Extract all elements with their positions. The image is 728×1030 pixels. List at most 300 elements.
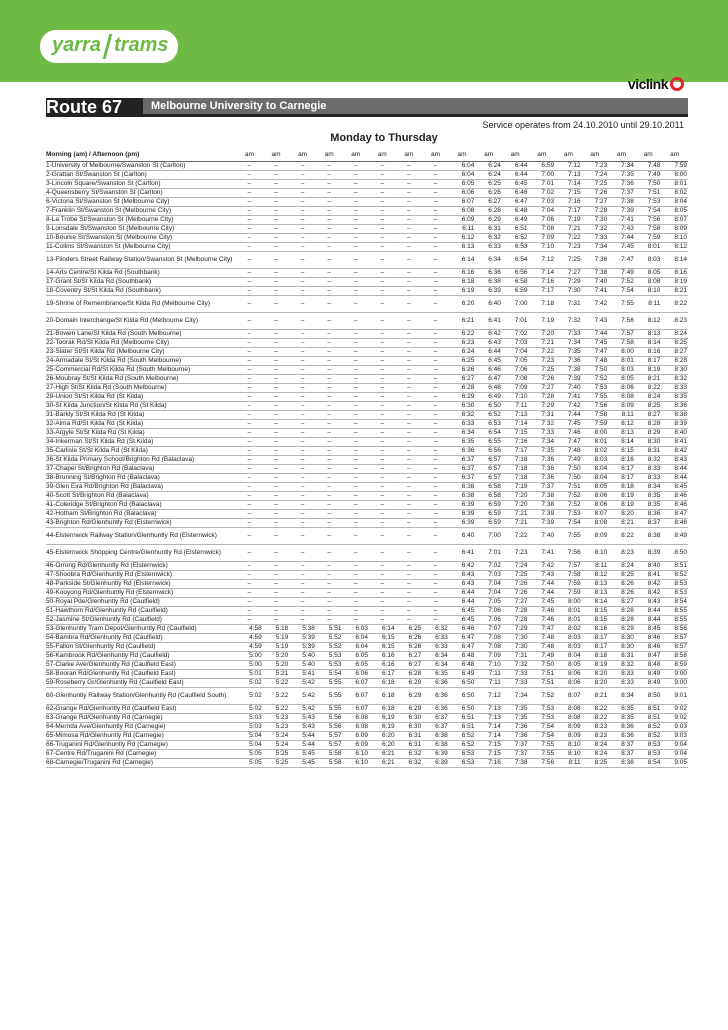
- departure-time: 8:07: [661, 215, 688, 224]
- departure-time: 8:08: [582, 518, 609, 527]
- departure-time: –: [422, 170, 449, 179]
- departure-time: 8:46: [635, 642, 662, 651]
- departure-time: –: [316, 329, 343, 338]
- departure-time: 8:28: [608, 615, 635, 624]
- departure-time: –: [396, 410, 423, 419]
- departure-time: 6:21: [369, 758, 396, 767]
- departure-time: 6:26: [396, 633, 423, 642]
- departure-time: 7:59: [635, 233, 662, 242]
- departure-time: –: [289, 464, 316, 473]
- departure-time: 7:44: [555, 410, 582, 419]
- departure-time: 6:58: [475, 491, 502, 500]
- departure-time: 6:08: [449, 206, 476, 215]
- departure-time: 8:22: [582, 713, 609, 722]
- departure-time: 7:15: [502, 428, 529, 437]
- departure-time: 7:38: [502, 758, 529, 767]
- departure-time: –: [289, 277, 316, 286]
- departure-time: –: [369, 428, 396, 437]
- departure-time: –: [422, 365, 449, 374]
- departure-time: 7:57: [555, 561, 582, 570]
- departure-time: 8:43: [661, 455, 688, 464]
- departure-time: 8:10: [582, 544, 609, 561]
- departure-time: –: [369, 527, 396, 544]
- departure-time: 8:52: [661, 570, 688, 579]
- departure-time: 7:14: [555, 179, 582, 188]
- departure-time: 8:01: [555, 606, 582, 615]
- departure-time: –: [396, 527, 423, 544]
- departure-time: –: [342, 347, 369, 356]
- departure-time: –: [422, 500, 449, 509]
- period-header: am: [475, 150, 502, 161]
- departure-time: –: [342, 597, 369, 606]
- departure-time: 6:33: [449, 419, 476, 428]
- departure-time: –: [263, 374, 290, 383]
- departure-time: 8:03: [608, 365, 635, 374]
- departure-time: 9:04: [661, 749, 688, 758]
- departure-time: 6:43: [449, 579, 476, 588]
- stop-name: 40-Scott St/Brighton Rd (Balaclava): [46, 491, 236, 500]
- departure-time: –: [422, 419, 449, 428]
- departure-time: –: [289, 356, 316, 365]
- departure-time: 8:48: [635, 660, 662, 669]
- departure-time: –: [263, 410, 290, 419]
- departure-time: 8:50: [661, 544, 688, 561]
- departure-time: 6:17: [369, 669, 396, 678]
- departure-time: 8:38: [661, 410, 688, 419]
- departure-time: 6:46: [475, 365, 502, 374]
- departure-time: –: [422, 455, 449, 464]
- departure-time: 7:34: [529, 437, 556, 446]
- service-note: Service operates from 24.10.2010 until 29.10.2011: [482, 120, 684, 130]
- departure-time: –: [396, 482, 423, 491]
- logo-divider: [103, 34, 113, 59]
- departure-time: 8:26: [608, 579, 635, 588]
- departure-time: 8:07: [555, 687, 582, 704]
- departure-time: –: [289, 561, 316, 570]
- departure-time: 8:24: [608, 561, 635, 570]
- departure-time: –: [289, 338, 316, 347]
- departure-time: –: [342, 606, 369, 615]
- table-row: [46, 179, 688, 188]
- stop-name: 3-Lincoln Square/Swanston St (Carlton): [46, 179, 236, 188]
- departure-time: –: [236, 401, 263, 410]
- departure-time: –: [289, 161, 316, 170]
- departure-time: –: [263, 251, 290, 268]
- departure-time: –: [396, 464, 423, 473]
- departure-time: 8:10: [661, 233, 688, 242]
- departure-time: 6:48: [502, 206, 529, 215]
- departure-time: –: [342, 188, 369, 197]
- table-row: [46, 687, 688, 704]
- stop-name: 60-Glenhuntly Railway Station/Glenhuntly Rd (Caulfield South): [46, 687, 236, 704]
- departure-time: –: [263, 179, 290, 188]
- departure-time: 6:45: [449, 606, 476, 615]
- departure-time: 8:03: [555, 633, 582, 642]
- departure-time: 8:22: [635, 383, 662, 392]
- departure-time: –: [236, 570, 263, 579]
- departure-time: –: [369, 561, 396, 570]
- departure-time: –: [236, 251, 263, 268]
- departure-time: 7:30: [502, 642, 529, 651]
- departure-time: 8:32: [635, 455, 662, 464]
- departure-time: 6:38: [422, 740, 449, 749]
- viclink-logo: [628, 76, 684, 92]
- table-row: [46, 188, 688, 197]
- departure-time: 7:35: [555, 347, 582, 356]
- departure-time: –: [263, 446, 290, 455]
- departure-time: 6:14: [369, 624, 396, 633]
- departure-time: –: [422, 242, 449, 251]
- departure-time: –: [396, 544, 423, 561]
- stop-name: 51-Hawthorn Rd/Glenhuntly Rd (Caulfield): [46, 606, 236, 615]
- departure-time: –: [422, 356, 449, 365]
- departure-time: –: [396, 286, 423, 295]
- departure-time: –: [396, 588, 423, 597]
- departure-time: 6:28: [449, 383, 476, 392]
- departure-time: 8:20: [582, 678, 609, 687]
- departure-time: 6:52: [502, 233, 529, 242]
- departure-time: 7:06: [502, 365, 529, 374]
- departure-time: –: [342, 242, 369, 251]
- departure-time: –: [396, 224, 423, 233]
- departure-time: 6:12: [449, 233, 476, 242]
- departure-time: 8:06: [582, 491, 609, 500]
- departure-time: 7:53: [555, 509, 582, 518]
- departure-time: 7:49: [608, 268, 635, 277]
- departure-time: –: [263, 561, 290, 570]
- table-row: [46, 170, 688, 179]
- table-row: [46, 161, 688, 170]
- departure-time: 7:04: [529, 206, 556, 215]
- departure-time: 7:48: [582, 356, 609, 365]
- departure-time: 8:24: [661, 329, 688, 338]
- departure-time: 7:47: [529, 624, 556, 633]
- departure-time: –: [316, 179, 343, 188]
- departure-time: 7:12: [555, 161, 582, 170]
- departure-time: 7:38: [529, 491, 556, 500]
- departure-time: 6:16: [449, 268, 476, 277]
- departure-time: 7:26: [529, 374, 556, 383]
- departure-time: 7:33: [502, 678, 529, 687]
- departure-time: 8:21: [661, 286, 688, 295]
- departure-time: 6:36: [422, 687, 449, 704]
- stop-name: 34-Inkerman St/St Kilda Rd (St Kilda): [46, 437, 236, 446]
- departure-time: –: [316, 161, 343, 170]
- departure-time: 7:27: [529, 383, 556, 392]
- departure-time: 7:28: [502, 615, 529, 624]
- departure-time: 6:19: [449, 286, 476, 295]
- departure-time: 8:16: [608, 455, 635, 464]
- departure-time: 7:49: [635, 170, 662, 179]
- departure-time: 6:44: [449, 588, 476, 597]
- departure-time: 8:27: [608, 597, 635, 606]
- departure-time: –: [289, 482, 316, 491]
- departure-time: 6:05: [449, 179, 476, 188]
- departure-time: –: [369, 570, 396, 579]
- departure-time: –: [396, 277, 423, 286]
- departure-time: 7:49: [529, 651, 556, 660]
- stop-name: 25-Commercial Rd/St Kilda Rd (South Melbourne): [46, 365, 236, 374]
- departure-time: 8:12: [608, 419, 635, 428]
- departure-time: 7:29: [502, 624, 529, 633]
- departure-time: 9:03: [661, 722, 688, 731]
- table-row: [46, 356, 688, 365]
- departure-time: 8:03: [555, 642, 582, 651]
- departure-time: 8:23: [661, 312, 688, 329]
- departure-time: 6:59: [502, 286, 529, 295]
- departure-time: –: [236, 518, 263, 527]
- departure-time: 8:06: [555, 669, 582, 678]
- departure-time: –: [236, 286, 263, 295]
- departure-time: –: [422, 561, 449, 570]
- departure-time: –: [316, 286, 343, 295]
- departure-time: 6:35: [422, 669, 449, 678]
- stop-name: 32-Alma Rd/St Kilda Rd (St Kilda): [46, 419, 236, 428]
- departure-time: 6:29: [396, 687, 423, 704]
- table-row: [46, 446, 688, 455]
- departure-time: –: [289, 615, 316, 624]
- departure-time: –: [369, 606, 396, 615]
- departure-time: 6:06: [449, 188, 476, 197]
- departure-time: 8:30: [635, 437, 662, 446]
- departure-time: 6:46: [502, 188, 529, 197]
- stop-name: 67-Centre Rd/Truganini Rd (Carnegie): [46, 749, 236, 758]
- departure-time: –: [369, 383, 396, 392]
- table-row: [46, 491, 688, 500]
- departure-time: 7:56: [635, 215, 662, 224]
- departure-time: –: [316, 606, 343, 615]
- departure-time: 8:09: [555, 722, 582, 731]
- departure-time: –: [422, 615, 449, 624]
- departure-time: –: [396, 179, 423, 188]
- period-header: am: [635, 150, 662, 161]
- table-row: [46, 597, 688, 606]
- departure-time: 7:17: [529, 286, 556, 295]
- departure-time: 7:21: [502, 509, 529, 518]
- departure-time: –: [422, 268, 449, 277]
- departure-time: 5:22: [263, 678, 290, 687]
- departure-time: –: [369, 312, 396, 329]
- departure-time: –: [342, 268, 369, 277]
- departure-time: –: [263, 588, 290, 597]
- departure-time: 7:55: [555, 527, 582, 544]
- departure-time: –: [289, 179, 316, 188]
- departure-time: 8:42: [635, 579, 662, 588]
- departure-time: –: [316, 464, 343, 473]
- departure-time: 5:25: [263, 749, 290, 758]
- departure-time: 5:05: [236, 749, 263, 758]
- departure-time: –: [422, 215, 449, 224]
- departure-time: 6:09: [342, 731, 369, 740]
- departure-time: 8:33: [608, 678, 635, 687]
- table-row: [46, 588, 688, 597]
- departure-time: 6:16: [369, 660, 396, 669]
- departure-time: –: [263, 509, 290, 518]
- departure-time: –: [369, 347, 396, 356]
- departure-time: –: [289, 188, 316, 197]
- departure-time: –: [342, 446, 369, 455]
- departure-time: 7:16: [529, 277, 556, 286]
- departure-time: 6:29: [449, 392, 476, 401]
- departure-time: –: [236, 392, 263, 401]
- table-row: [46, 544, 688, 561]
- departure-time: 6:18: [449, 277, 476, 286]
- stop-name: 1-University of Melbourne/Swanston St (Carlton): [46, 161, 236, 170]
- departure-time: 7:03: [502, 338, 529, 347]
- departure-time: 7:47: [608, 251, 635, 268]
- departure-time: 6:10: [342, 758, 369, 767]
- departure-time: –: [289, 286, 316, 295]
- departure-time: –: [316, 527, 343, 544]
- departure-time: –: [396, 455, 423, 464]
- departure-time: 8:19: [635, 365, 662, 374]
- departure-time: 6:43: [449, 570, 476, 579]
- departure-time: 9:01: [661, 687, 688, 704]
- departure-time: –: [289, 197, 316, 206]
- departure-time: 6:07: [342, 678, 369, 687]
- departure-time: 4:59: [236, 633, 263, 642]
- departure-time: –: [369, 365, 396, 374]
- departure-time: 8:44: [661, 473, 688, 482]
- departure-time: 6:49: [475, 392, 502, 401]
- table-row: [46, 277, 688, 286]
- departure-time: 7:16: [555, 197, 582, 206]
- departure-time: –: [236, 597, 263, 606]
- stop-name: 66-Truganini Rd/Glenhuntly Rd (Carnegie): [46, 740, 236, 749]
- departure-time: –: [422, 446, 449, 455]
- departure-time: 5:00: [236, 660, 263, 669]
- departure-time: 8:38: [635, 527, 662, 544]
- departure-time: 7:53: [529, 713, 556, 722]
- departure-time: 7:13: [555, 170, 582, 179]
- table-row: [46, 455, 688, 464]
- departure-time: 7:07: [475, 624, 502, 633]
- departure-time: 6:47: [502, 197, 529, 206]
- departure-time: 8:25: [582, 758, 609, 767]
- table-row: [46, 704, 688, 713]
- stop-name: 36-St Kilda Primary School/Brighton Rd (Balaclava): [46, 455, 236, 464]
- stop-name: 20-Domain Interchange/St Kilda Rd (Melbourne City): [46, 312, 236, 329]
- departure-time: 8:51: [635, 704, 662, 713]
- stop-name: 62-Grange Rd/Glenhuntly Rd (Caulfield East): [46, 704, 236, 713]
- departure-time: –: [316, 500, 343, 509]
- departure-time: 8:09: [608, 401, 635, 410]
- departure-time: 7:48: [529, 642, 556, 651]
- departure-time: 7:34: [608, 161, 635, 170]
- departure-time: –: [369, 374, 396, 383]
- departure-time: 7:54: [529, 722, 556, 731]
- departure-time: 6:27: [449, 374, 476, 383]
- departure-time: 8:01: [661, 179, 688, 188]
- departure-time: 7:55: [529, 749, 556, 758]
- departure-time: 6:05: [342, 651, 369, 660]
- departure-time: 6:24: [449, 347, 476, 356]
- departure-time: –: [369, 179, 396, 188]
- stop-name: 29-Union St/St Kilda Rd (St Kilda): [46, 392, 236, 401]
- departure-time: 6:08: [342, 713, 369, 722]
- departure-time: 7:50: [555, 473, 582, 482]
- departure-time: –: [369, 233, 396, 242]
- departure-time: –: [316, 392, 343, 401]
- departure-time: –: [289, 446, 316, 455]
- departure-time: –: [342, 179, 369, 188]
- stop-name: 11-Collins St/Swanston St (Melbourne City): [46, 242, 236, 251]
- departure-time: 8:53: [661, 588, 688, 597]
- departure-time: 8:25: [608, 570, 635, 579]
- departure-time: 7:31: [502, 651, 529, 660]
- departure-time: 7:38: [582, 268, 609, 277]
- departure-time: –: [236, 437, 263, 446]
- departure-time: 6:34: [475, 251, 502, 268]
- departure-time: –: [263, 356, 290, 365]
- departure-time: –: [289, 312, 316, 329]
- departure-time: 6:50: [449, 704, 476, 713]
- departure-time: 8:02: [582, 446, 609, 455]
- departure-time: –: [422, 401, 449, 410]
- departure-time: 6:22: [449, 329, 476, 338]
- departure-time: 6:32: [396, 749, 423, 758]
- departure-time: 7:09: [529, 233, 556, 242]
- departure-time: –: [422, 509, 449, 518]
- departure-time: –: [289, 329, 316, 338]
- departure-time: –: [369, 588, 396, 597]
- departure-time: –: [422, 579, 449, 588]
- departure-time: 7:26: [582, 188, 609, 197]
- departure-time: –: [236, 268, 263, 277]
- departure-time: –: [396, 428, 423, 437]
- departure-time: 8:36: [635, 509, 662, 518]
- departure-time: 8:41: [635, 570, 662, 579]
- departure-time: 7:58: [555, 570, 582, 579]
- departure-time: 6:47: [449, 642, 476, 651]
- departure-time: –: [263, 482, 290, 491]
- departure-time: –: [263, 286, 290, 295]
- departure-time: –: [422, 233, 449, 242]
- departure-time: –: [422, 224, 449, 233]
- stop-name: 9-Lonsdale St/Swanston St (Melbourne City): [46, 224, 236, 233]
- departure-time: 5:43: [289, 713, 316, 722]
- departure-time: 7:59: [555, 588, 582, 597]
- departure-time: –: [289, 509, 316, 518]
- departure-time: –: [289, 473, 316, 482]
- departure-time: –: [316, 197, 343, 206]
- departure-time: 6:41: [449, 544, 476, 561]
- departure-time: 6:47: [475, 374, 502, 383]
- departure-time: 6:26: [449, 365, 476, 374]
- departure-time: 7:18: [502, 455, 529, 464]
- departure-time: 8:11: [608, 410, 635, 419]
- departure-time: 7:20: [529, 329, 556, 338]
- departure-time: 7:43: [529, 570, 556, 579]
- period-header: am: [608, 150, 635, 161]
- departure-time: 7:46: [529, 606, 556, 615]
- departure-time: 6:45: [475, 356, 502, 365]
- departure-time: 8:06: [582, 500, 609, 509]
- departure-time: 6:51: [449, 722, 476, 731]
- departure-time: 6:36: [422, 678, 449, 687]
- departure-time: 7:51: [529, 669, 556, 678]
- departure-time: –: [236, 356, 263, 365]
- departure-time: 7:36: [555, 356, 582, 365]
- departure-time: –: [342, 588, 369, 597]
- departure-time: –: [289, 347, 316, 356]
- departure-time: 7:24: [582, 170, 609, 179]
- departure-time: 7:58: [582, 410, 609, 419]
- departure-time: –: [369, 419, 396, 428]
- departure-time: 7:52: [555, 500, 582, 509]
- table-row: [46, 642, 688, 651]
- departure-time: –: [263, 233, 290, 242]
